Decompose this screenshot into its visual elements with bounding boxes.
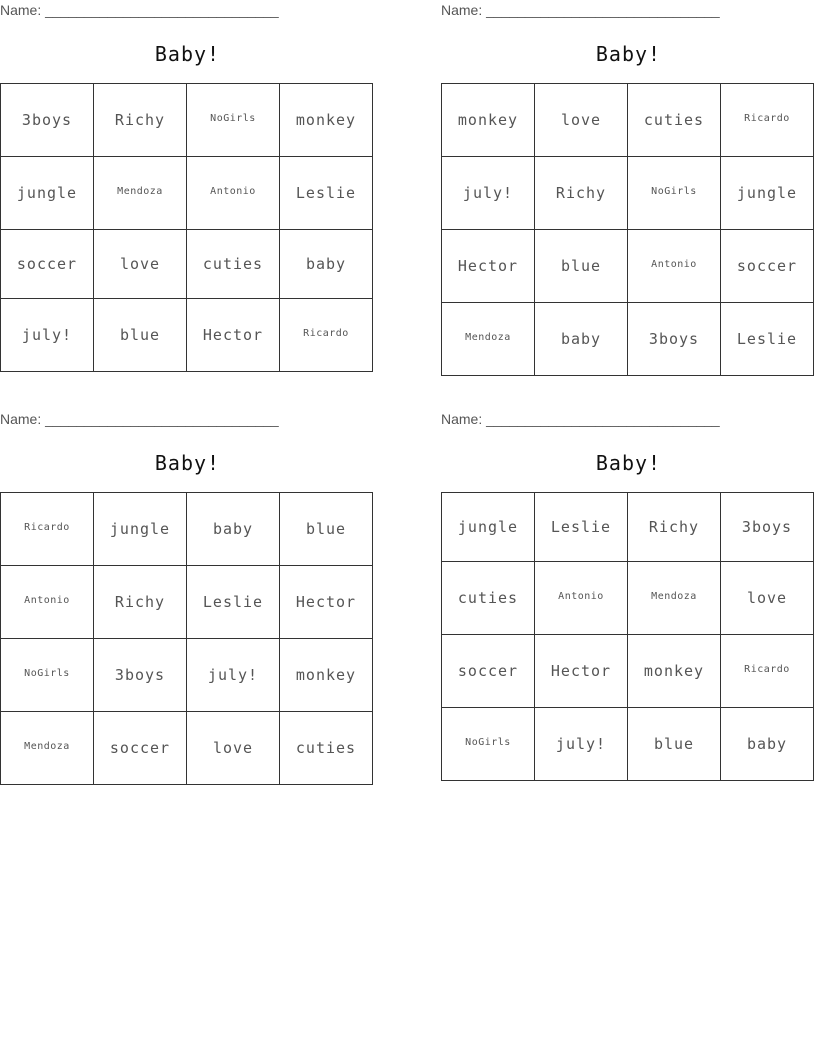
bingo-cell: Leslie xyxy=(721,303,814,376)
bingo-grid xyxy=(441,83,814,376)
bingo-cell: blue xyxy=(535,230,628,303)
bingo-cell: jungle xyxy=(442,493,535,562)
bingo-cell: love xyxy=(721,562,814,635)
bingo-cell: Hector xyxy=(280,566,373,639)
grid-row xyxy=(442,84,814,157)
bingo-cell: love xyxy=(187,712,280,785)
grid-row xyxy=(1,230,373,299)
grid-row xyxy=(1,566,373,639)
bingo-cell: jungle xyxy=(94,493,187,566)
bingo-cell: soccer xyxy=(442,635,535,708)
bingo-cell: monkey xyxy=(442,84,535,157)
bingo-cell: Ricardo xyxy=(721,84,814,157)
bingo-cell: baby xyxy=(721,708,814,781)
bingo-cell: Leslie xyxy=(280,157,373,230)
bingo-cell: Mendoza xyxy=(94,157,187,230)
bingo-cell: 3boys xyxy=(721,493,814,562)
bingo-cell: cuties xyxy=(442,562,535,635)
bingo-cell: july! xyxy=(535,708,628,781)
grid-row xyxy=(1,493,373,566)
bingo-cell: Antonio xyxy=(535,562,628,635)
name-field-label: Name: ______________________________ xyxy=(441,2,720,18)
grid-row xyxy=(1,84,373,157)
grid-row xyxy=(442,493,814,562)
bingo-cell: monkey xyxy=(280,639,373,712)
bingo-cell: july! xyxy=(442,157,535,230)
grid-row xyxy=(442,635,814,708)
grid-row xyxy=(442,303,814,376)
bingo-cell: baby xyxy=(535,303,628,376)
bingo-cell: jungle xyxy=(721,157,814,230)
grid-row xyxy=(1,299,373,372)
card-title: Baby! xyxy=(154,451,221,475)
bingo-cell: Mendoza xyxy=(442,303,535,376)
bingo-cell: 3boys xyxy=(94,639,187,712)
bingo-cell: Leslie xyxy=(535,493,628,562)
bingo-cell: Leslie xyxy=(187,566,280,639)
bingo-cell: Ricardo xyxy=(1,493,94,566)
name-field-label: Name: ______________________________ xyxy=(0,2,279,18)
grid-row xyxy=(1,712,373,785)
bingo-cell: Richy xyxy=(94,84,187,157)
bingo-cell: love xyxy=(535,84,628,157)
card-title: Baby! xyxy=(154,42,221,66)
card-title: Baby! xyxy=(595,451,662,475)
bingo-cell: blue xyxy=(628,708,721,781)
bingo-cell: NoGirls xyxy=(442,708,535,781)
bingo-cell: monkey xyxy=(628,635,721,708)
bingo-cell: love xyxy=(94,230,187,299)
grid-row xyxy=(442,562,814,635)
bingo-cell: jungle xyxy=(1,157,94,230)
bingo-cell: Mendoza xyxy=(1,712,94,785)
bingo-cell: Ricardo xyxy=(721,635,814,708)
bingo-grid xyxy=(441,492,814,781)
card-title: Baby! xyxy=(595,42,662,66)
grid-row xyxy=(1,639,373,712)
bingo-cell: soccer xyxy=(721,230,814,303)
bingo-cell: NoGirls xyxy=(187,84,280,157)
name-field-label: Name: ______________________________ xyxy=(441,411,720,427)
bingo-cell: Antonio xyxy=(187,157,280,230)
bingo-cell: cuties xyxy=(628,84,721,157)
bingo-cell: Mendoza xyxy=(628,562,721,635)
bingo-cell: july! xyxy=(1,299,94,372)
bingo-cell: NoGirls xyxy=(1,639,94,712)
bingo-cell: Richy xyxy=(94,566,187,639)
grid-row xyxy=(442,157,814,230)
bingo-cell: NoGirls xyxy=(628,157,721,230)
bingo-cell: Antonio xyxy=(1,566,94,639)
bingo-cell: baby xyxy=(280,230,373,299)
bingo-cell: july! xyxy=(187,639,280,712)
bingo-cell: soccer xyxy=(94,712,187,785)
bingo-cell: baby xyxy=(187,493,280,566)
bingo-cell: Ricardo xyxy=(280,299,373,372)
bingo-cell: blue xyxy=(280,493,373,566)
bingo-cell: Hector xyxy=(442,230,535,303)
bingo-grid xyxy=(0,492,373,785)
bingo-cell: Antonio xyxy=(628,230,721,303)
grid-row xyxy=(442,708,814,781)
bingo-cell: Hector xyxy=(187,299,280,372)
grid-row xyxy=(1,157,373,230)
bingo-grid xyxy=(0,83,373,372)
name-field-label: Name: ______________________________ xyxy=(0,411,279,427)
bingo-cell: cuties xyxy=(187,230,280,299)
bingo-cell: soccer xyxy=(1,230,94,299)
bingo-cell: 3boys xyxy=(628,303,721,376)
bingo-cell: Richy xyxy=(628,493,721,562)
bingo-cell: monkey xyxy=(280,84,373,157)
bingo-cell: cuties xyxy=(280,712,373,785)
bingo-cell: 3boys xyxy=(1,84,94,157)
bingo-cell: Richy xyxy=(535,157,628,230)
grid-row xyxy=(442,230,814,303)
bingo-cell: Hector xyxy=(535,635,628,708)
bingo-cell: blue xyxy=(94,299,187,372)
